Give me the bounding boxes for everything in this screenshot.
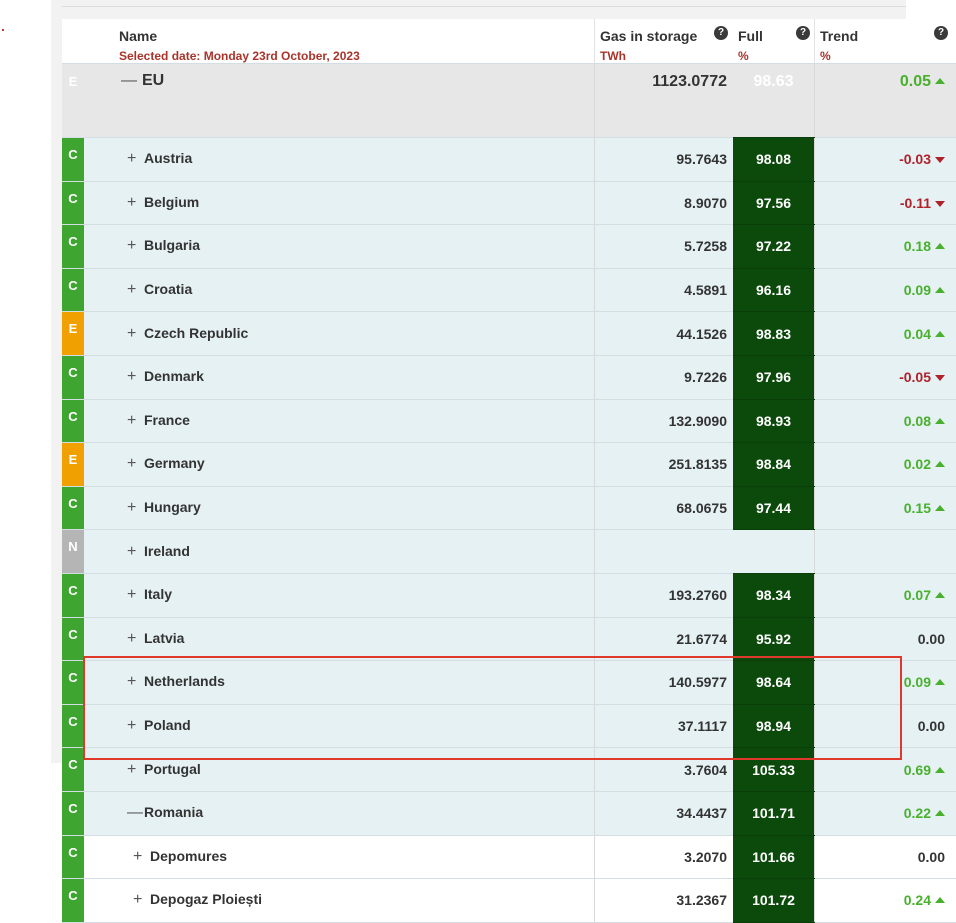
table-row[interactable]: [62, 399, 956, 443]
expand-icon[interactable]: +: [133, 891, 150, 909]
row-name-label: Hungary: [144, 499, 201, 515]
gas-header-label: Gas in storage: [600, 28, 733, 44]
full-value: 98.08: [733, 138, 815, 182]
expand-icon[interactable]: +: [133, 848, 150, 866]
trend-value-label: 0.04: [904, 326, 931, 342]
trend-header-label: Trend: [820, 28, 956, 44]
row-name[interactable]: [84, 443, 595, 487]
table-row-eu[interactable]: [62, 64, 956, 138]
gas-column-header[interactable]: [595, 19, 734, 64]
row-name-label: Denmark: [144, 368, 204, 384]
status-badge: C: [62, 225, 84, 269]
gas-value: 140.5977: [595, 661, 734, 705]
full-value: 97.96: [733, 355, 815, 399]
trend-value-label: 0.09: [904, 282, 931, 298]
row-name[interactable]: [84, 573, 595, 617]
gas-value: 95.7643: [595, 138, 734, 182]
selected-date-label: Selected date: Monday 23rd October, 2023: [119, 49, 594, 63]
trend-unit-label: %: [820, 49, 956, 63]
table-row[interactable]: [62, 748, 956, 792]
expand-icon[interactable]: +: [127, 717, 144, 735]
status-badge: C: [62, 748, 84, 792]
trend-up-icon: [935, 331, 945, 337]
collapse-icon[interactable]: —: [121, 72, 142, 90]
status-badge: C: [62, 661, 84, 705]
full-header-label: Full: [738, 28, 814, 44]
row-name[interactable]: [84, 530, 595, 574]
trend-value-label: 0.02: [904, 456, 931, 472]
trend-value: [815, 835, 956, 879]
status-badge: C: [62, 791, 84, 835]
storage-panel: [51, 0, 906, 763]
trend-value: [815, 181, 956, 225]
row-name[interactable]: [84, 748, 595, 792]
trend-value-label: 0.05: [900, 73, 931, 90]
expand-icon[interactable]: +: [127, 630, 144, 648]
gas-value: 1123.0772: [595, 64, 734, 138]
row-name-label: Depogaz Ploiești: [150, 891, 262, 907]
trend-value: [815, 268, 956, 312]
margin-mark: [2, 29, 4, 31]
trend-up-icon: [935, 243, 945, 249]
row-name[interactable]: [84, 138, 595, 182]
help-icon[interactable]: ?: [796, 26, 810, 40]
table-row[interactable]: [62, 617, 956, 661]
trend-value: [815, 617, 956, 661]
trend-value-label: 0.08: [904, 413, 931, 429]
trend-up-icon: [935, 679, 945, 685]
row-name-label: Croatia: [144, 281, 192, 297]
trend-down-icon: [935, 375, 945, 381]
trend-up-icon: [935, 418, 945, 424]
status-badge: C: [62, 355, 84, 399]
row-name-label: Bulgaria: [144, 237, 200, 253]
table-row[interactable]: [62, 879, 956, 923]
row-name-label: EU: [142, 72, 164, 89]
trend-value: [815, 879, 956, 923]
trend-value-label: 0.00: [918, 631, 945, 647]
gas-value: 21.6774: [595, 617, 734, 661]
status-badge: C: [62, 399, 84, 443]
row-name[interactable]: [84, 704, 595, 748]
row-name-label: Czech Republic: [144, 325, 248, 341]
gas-value: 37.1117: [595, 704, 734, 748]
trend-up-icon: [935, 592, 945, 598]
status-badge: E: [62, 64, 84, 138]
table-row[interactable]: [62, 704, 956, 748]
expand-icon[interactable]: +: [127, 761, 144, 779]
gas-value: 193.2760: [595, 573, 734, 617]
row-name-label: Austria: [144, 150, 192, 166]
trend-value-label: 0.22: [904, 805, 931, 821]
status-badge: N: [62, 530, 84, 574]
row-name-label: Netherlands: [144, 673, 225, 689]
row-name-label: Poland: [144, 717, 191, 733]
name-header-label: Name: [119, 28, 594, 44]
trend-down-icon: [935, 201, 945, 207]
row-name-label: Portugal: [144, 761, 201, 777]
full-value: 101.72: [733, 879, 815, 923]
trend-up-icon: [935, 287, 945, 293]
trend-value-label: -0.05: [899, 369, 931, 385]
trend-value: [815, 704, 956, 748]
gas-value: 31.2367: [595, 879, 734, 923]
help-icon[interactable]: ?: [934, 26, 948, 40]
trend-value: [815, 225, 956, 269]
row-name[interactable]: [84, 661, 595, 705]
gas-value: 4.5891: [595, 268, 734, 312]
table-row[interactable]: [62, 355, 956, 399]
table-row[interactable]: [62, 573, 956, 617]
table-row[interactable]: [62, 661, 956, 705]
status-badge: C: [62, 835, 84, 879]
trend-up-icon: [935, 78, 945, 84]
trend-value: [815, 748, 956, 792]
row-name[interactable]: [84, 355, 595, 399]
row-name-label: Belgium: [144, 194, 199, 210]
table-row[interactable]: [62, 268, 956, 312]
trend-value-label: 0.24: [904, 892, 931, 908]
full-value: 101.71: [733, 791, 815, 835]
gas-value: 44.1526: [595, 312, 734, 356]
expand-icon[interactable]: +: [127, 586, 144, 604]
table-row[interactable]: [62, 312, 956, 356]
expand-icon[interactable]: +: [127, 412, 144, 430]
row-name[interactable]: [84, 617, 595, 661]
full-value: 98.63: [733, 64, 815, 138]
status-badge: C: [62, 573, 84, 617]
row-name-label: Romania: [144, 804, 203, 820]
trend-up-icon: [935, 810, 945, 816]
trend-value: [815, 355, 956, 399]
table-row[interactable]: [62, 530, 956, 574]
status-badge: E: [62, 312, 84, 356]
expand-icon[interactable]: +: [127, 237, 144, 255]
trend-column-header[interactable]: [815, 19, 956, 64]
gas-value: 3.7604: [595, 748, 734, 792]
row-name[interactable]: [84, 835, 595, 879]
badge-column-header: [62, 19, 84, 64]
trend-value-label: -0.03: [899, 151, 931, 167]
status-badge: C: [62, 879, 84, 923]
trend-value: [815, 312, 956, 356]
full-column-header[interactable]: [733, 19, 815, 64]
table-row[interactable]: [62, 791, 956, 835]
trend-value-label: -0.11: [900, 195, 931, 211]
table-row[interactable]: [62, 486, 956, 530]
trend-value: [815, 661, 956, 705]
full-value: 96.16: [733, 268, 815, 312]
expand-icon[interactable]: +: [127, 194, 144, 212]
storage-table: [62, 19, 956, 923]
full-value: 95.92: [733, 617, 815, 661]
full-value: 105.33: [733, 748, 815, 792]
panel-divider: [62, 6, 906, 7]
trend-value-label: 0.69: [904, 762, 931, 778]
full-value: 97.22: [733, 225, 815, 269]
trend-value-label: 0.00: [918, 849, 945, 865]
expand-icon[interactable]: +: [127, 499, 144, 517]
gas-value: 9.7226: [595, 355, 734, 399]
row-name-label: Depomures: [150, 848, 227, 864]
expand-icon[interactable]: +: [127, 455, 144, 473]
full-value: 98.34: [733, 573, 815, 617]
row-name[interactable]: [84, 399, 595, 443]
collapse-icon[interactable]: —: [127, 804, 144, 822]
trend-value-label: 0.07: [904, 587, 931, 603]
gas-value: 3.2070: [595, 835, 734, 879]
table-row[interactable]: [62, 443, 956, 487]
gas-value: 68.0675: [595, 486, 734, 530]
row-name[interactable]: [84, 312, 595, 356]
gas-value: [595, 530, 734, 574]
status-badge: C: [62, 704, 84, 748]
full-value: [733, 530, 815, 574]
trend-up-icon: [935, 461, 945, 467]
trend-value: [815, 443, 956, 487]
trend-value: [815, 573, 956, 617]
gas-value: 132.9090: [595, 399, 734, 443]
row-name[interactable]: [84, 791, 595, 835]
gas-value: 8.9070: [595, 181, 734, 225]
gas-value: 5.7258: [595, 225, 734, 269]
row-name[interactable]: [84, 181, 595, 225]
full-value: 97.56: [733, 181, 815, 225]
trend-up-icon: [935, 505, 945, 511]
trend-down-icon: [935, 157, 945, 163]
full-value: 98.84: [733, 443, 815, 487]
expand-icon[interactable]: +: [127, 150, 144, 168]
full-value: 98.64: [733, 661, 815, 705]
table-header: [62, 19, 956, 64]
row-name-label: Germany: [144, 455, 205, 471]
trend-up-icon: [935, 767, 945, 773]
expand-icon[interactable]: +: [127, 673, 144, 691]
full-value: 98.93: [733, 399, 815, 443]
full-value: 98.83: [733, 312, 815, 356]
trend-value: [815, 399, 956, 443]
status-badge: C: [62, 486, 84, 530]
full-value: 98.94: [733, 704, 815, 748]
row-name[interactable]: [84, 225, 595, 269]
row-name-label: Latvia: [144, 630, 184, 646]
row-name-label: Ireland: [144, 543, 190, 559]
expand-icon[interactable]: +: [127, 325, 144, 343]
status-badge: C: [62, 138, 84, 182]
trend-value: [815, 530, 956, 574]
expand-icon[interactable]: +: [127, 543, 144, 561]
trend-value: [815, 64, 956, 138]
status-badge: C: [62, 268, 84, 312]
trend-up-icon: [935, 897, 945, 903]
status-badge: C: [62, 617, 84, 661]
full-value: 97.44: [733, 486, 815, 530]
status-badge: C: [62, 181, 84, 225]
trend-value-label: 0.00: [918, 718, 945, 734]
row-name[interactable]: [84, 486, 595, 530]
table-row[interactable]: [62, 835, 956, 879]
full-value: 101.66: [733, 835, 815, 879]
row-name-label: Italy: [144, 586, 172, 602]
full-unit-label: %: [738, 49, 814, 63]
gas-value: 251.8135: [595, 443, 734, 487]
row-name-label: France: [144, 412, 190, 428]
expand-icon[interactable]: +: [127, 281, 144, 299]
table-row[interactable]: [62, 138, 956, 182]
trend-value-label: 0.18: [904, 238, 931, 254]
name-column-header[interactable]: [84, 19, 595, 64]
row-name[interactable]: [84, 64, 595, 138]
trend-value: [815, 486, 956, 530]
table-row[interactable]: [62, 181, 956, 225]
gas-value: 34.4437: [595, 791, 734, 835]
trend-value-label: 0.15: [904, 500, 931, 516]
trend-value-label: 0.09: [904, 674, 931, 690]
expand-icon[interactable]: +: [127, 368, 144, 386]
status-badge: E: [62, 443, 84, 487]
trend-value: [815, 791, 956, 835]
trend-value: [815, 138, 956, 182]
gas-unit-label: TWh: [600, 49, 733, 63]
help-icon[interactable]: ?: [714, 26, 728, 40]
row-name[interactable]: [84, 879, 595, 923]
table-row[interactable]: [62, 225, 956, 269]
row-name[interactable]: [84, 268, 595, 312]
